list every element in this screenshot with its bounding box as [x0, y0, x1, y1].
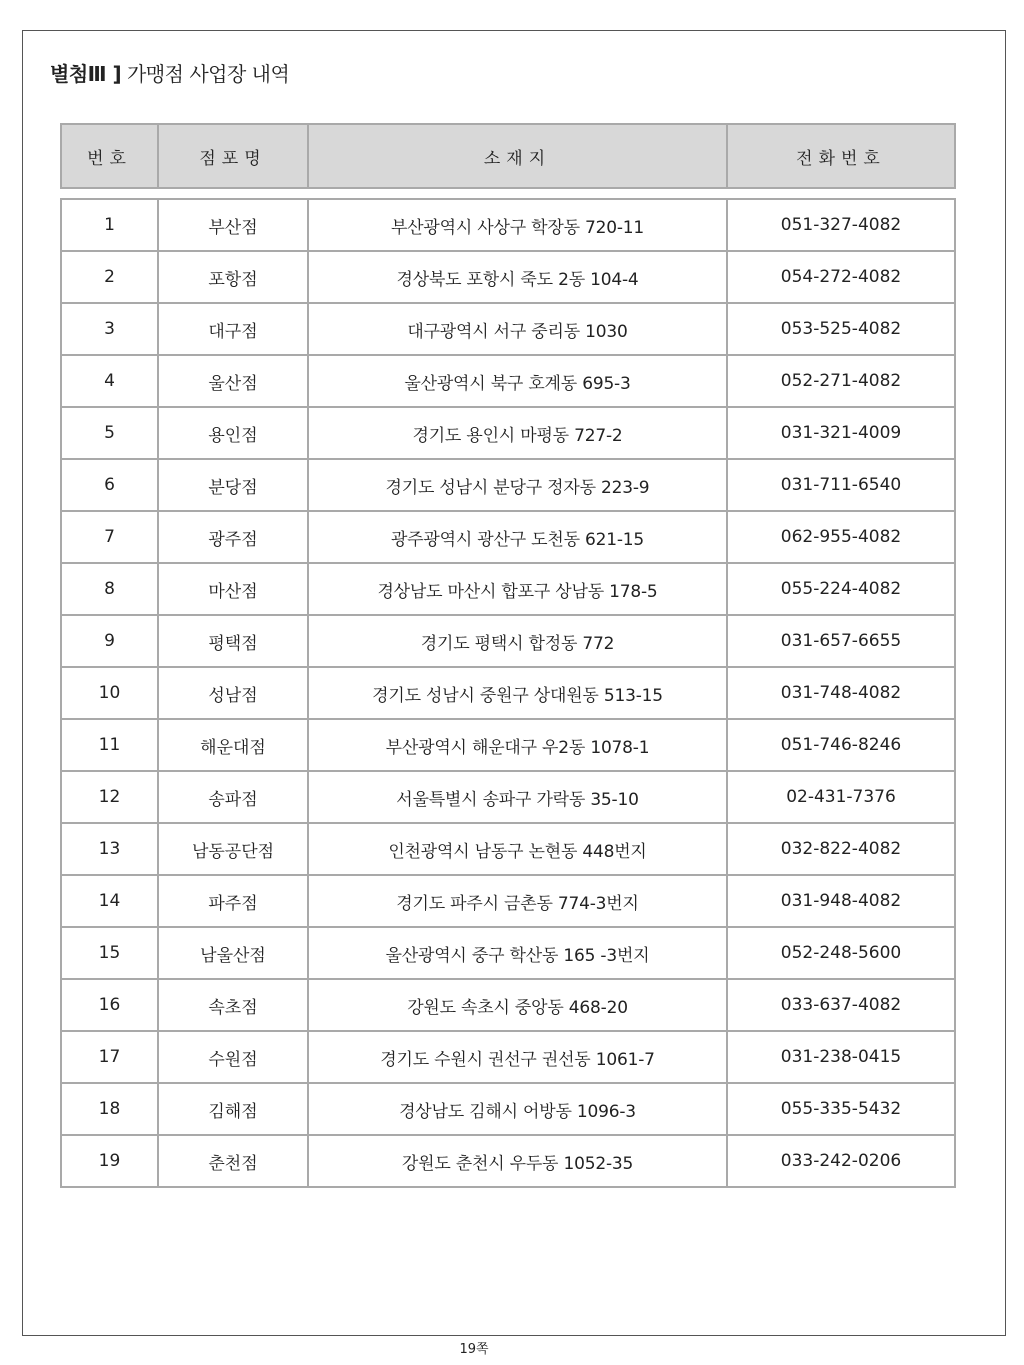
cell-phone: 031-238-0415: [727, 1031, 955, 1083]
cell-location: 경기도 수원시 권선구 권선동 1061-7: [308, 1031, 727, 1083]
cell-store-name: 평택점: [158, 615, 308, 667]
cell-phone: 02-431-7376: [727, 771, 955, 823]
cell-number: 16: [61, 979, 158, 1031]
column-header-store-name: 점포명: [158, 124, 308, 188]
cell-location: 경기도 성남시 분당구 정자동 223-9: [308, 459, 727, 511]
table-row: [61, 1083, 955, 1135]
cell-location: 경기도 평택시 합정동 772: [308, 615, 727, 667]
title-text: 가맹점 사업장 내역: [121, 62, 290, 86]
cell-store-name: 성남점: [158, 667, 308, 719]
cell-phone: 062-955-4082: [727, 511, 955, 563]
cell-phone: 031-948-4082: [727, 875, 955, 927]
store-table-body: [61, 199, 955, 1187]
cell-number: 10: [61, 667, 158, 719]
table-row: [61, 1135, 955, 1187]
cell-location: 경상남도 마산시 합포구 상남동 178-5: [308, 563, 727, 615]
cell-store-name: 파주점: [158, 875, 308, 927]
cell-location: 경기도 파주시 금촌동 774-3번지: [308, 875, 727, 927]
cell-phone: 031-711-6540: [727, 459, 955, 511]
cell-location: 부산광역시 해운대구 우2동 1078-1: [308, 719, 727, 771]
table-row: [61, 823, 955, 875]
cell-phone: 051-327-4082: [727, 199, 955, 251]
table-row: [61, 1031, 955, 1083]
cell-number: 12: [61, 771, 158, 823]
table-row: [61, 615, 955, 667]
cell-phone: 031-321-4009: [727, 407, 955, 459]
cell-location: 광주광역시 광산구 도천동 621-15: [308, 511, 727, 563]
cell-location: 경상북도 포항시 죽도 2동 104-4: [308, 251, 727, 303]
cell-phone: 032-822-4082: [727, 823, 955, 875]
cell-phone: 054-272-4082: [727, 251, 955, 303]
table-row: [61, 563, 955, 615]
cell-location: 경기도 성남시 중원구 상대원동 513-15: [308, 667, 727, 719]
cell-number: 3: [61, 303, 158, 355]
cell-number: 1: [61, 199, 158, 251]
column-header-number: 번호: [61, 124, 158, 188]
cell-number: 15: [61, 927, 158, 979]
column-header-phone: 전화번호: [727, 124, 955, 188]
table-row: [61, 979, 955, 1031]
cell-phone: 055-335-5432: [727, 1083, 955, 1135]
store-table: [60, 198, 956, 1188]
cell-phone: 052-271-4082: [727, 355, 955, 407]
table-row: [61, 251, 955, 303]
cell-phone: 033-637-4082: [727, 979, 955, 1031]
cell-location: 울산광역시 북구 호계동 695-3: [308, 355, 727, 407]
cell-location: 강원도 춘천시 우두동 1052-35: [308, 1135, 727, 1187]
cell-store-name: 춘천점: [158, 1135, 308, 1187]
table-row: [61, 199, 955, 251]
table-row: [61, 459, 955, 511]
cell-store-name: 울산점: [158, 355, 308, 407]
table-row: [61, 667, 955, 719]
cell-location: 부산광역시 사상구 학장동 720-11: [308, 199, 727, 251]
cell-number: 8: [61, 563, 158, 615]
cell-number: 9: [61, 615, 158, 667]
cell-phone: 031-748-4082: [727, 667, 955, 719]
cell-store-name: 분당점: [158, 459, 308, 511]
cell-store-name: 송파점: [158, 771, 308, 823]
table-row: [61, 355, 955, 407]
cell-number: 18: [61, 1083, 158, 1135]
table-row: [61, 771, 955, 823]
cell-store-name: 속초점: [158, 979, 308, 1031]
page-number: 19쪽: [459, 1342, 489, 1357]
table-row: [61, 875, 955, 927]
table-row: [61, 511, 955, 563]
cell-location: 울산광역시 중구 학산동 165 -3번지: [308, 927, 727, 979]
cell-number: 2: [61, 251, 158, 303]
table-row: [61, 407, 955, 459]
cell-location: 대구광역시 서구 중리동 1030: [308, 303, 727, 355]
cell-store-name: 마산점: [158, 563, 308, 615]
cell-number: 4: [61, 355, 158, 407]
cell-store-name: 광주점: [158, 511, 308, 563]
cell-location: 강원도 속초시 중앙동 468-20: [308, 979, 727, 1031]
cell-store-name: 남울산점: [158, 927, 308, 979]
cell-number: 14: [61, 875, 158, 927]
cell-phone: 033-242-0206: [727, 1135, 955, 1187]
cell-location: 인천광역시 남동구 논현동 448번지: [308, 823, 727, 875]
cell-store-name: 용인점: [158, 407, 308, 459]
cell-number: 19: [61, 1135, 158, 1187]
cell-store-name: 해운대점: [158, 719, 308, 771]
cell-store-name: 부산점: [158, 199, 308, 251]
cell-number: 7: [61, 511, 158, 563]
cell-store-name: 남동공단점: [158, 823, 308, 875]
cell-number: 13: [61, 823, 158, 875]
cell-phone: 051-746-8246: [727, 719, 955, 771]
cell-phone: 031-657-6655: [727, 615, 955, 667]
cell-location: 서울특별시 송파구 가락동 35-10: [308, 771, 727, 823]
column-header-location: 소재지: [308, 124, 727, 188]
cell-store-name: 김해점: [158, 1083, 308, 1135]
cell-store-name: 포항점: [158, 251, 308, 303]
table-header: [60, 123, 956, 189]
cell-number: 6: [61, 459, 158, 511]
cell-phone: 053-525-4082: [727, 303, 955, 355]
cell-phone: 055-224-4082: [727, 563, 955, 615]
table-row: [61, 719, 955, 771]
cell-number: 17: [61, 1031, 158, 1083]
cell-number: 11: [61, 719, 158, 771]
title-prefix: 별첨Ⅲ ]: [50, 62, 122, 86]
cell-store-name: 수원점: [158, 1031, 308, 1083]
cell-location: 경기도 용인시 마평동 727-2: [308, 407, 727, 459]
cell-store-name: 대구점: [158, 303, 308, 355]
cell-location: 경상남도 김해시 어방동 1096-3: [308, 1083, 727, 1135]
page-title: [50, 58, 289, 87]
cell-phone: 052-248-5600: [727, 927, 955, 979]
cell-number: 5: [61, 407, 158, 459]
table-row: [61, 303, 955, 355]
table-row: [61, 927, 955, 979]
